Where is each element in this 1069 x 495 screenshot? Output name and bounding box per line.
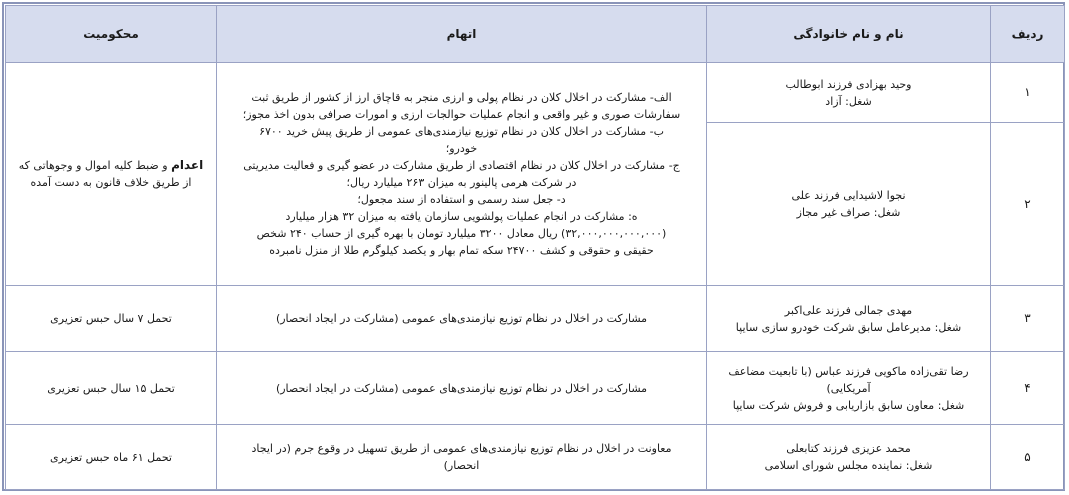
charge-line: د- جعل سند رسمی و استفاده از سند مجعول؛: [357, 193, 566, 206]
table-row: [6, 286, 1065, 352]
verdict-death-sentence: اعدام: [171, 158, 204, 172]
verdict-line: از طریق خلاف قانون به دست آمده: [30, 176, 192, 189]
charge-line: خودرو؛: [445, 142, 478, 155]
verdict-cell: تحمل ۶۱ ماه حبس تعزیری: [6, 425, 217, 490]
charge-line: در شرکت هرمی پالینور به میزان ۲۶۳ میلیارد ریال؛: [346, 176, 577, 189]
charge-line: حقیقی و حقوقی و کشف ۲۴۷۰۰ سکه تمام بهار و یکصد کیلوگرم طلا از منزل نامبرده: [269, 244, 654, 257]
table-row: [6, 63, 1065, 123]
header-full-name: نام و نام خانوادگی: [707, 6, 991, 63]
charge-line: معاونت در اخلال در نظام توزیع نیازمندی‌های عمومی از طریق تسهیل در وقوع جرم (در ایجاد: [251, 442, 672, 455]
shared-verdict-cell: [6, 63, 217, 286]
charge-line: ج- مشارکت در اخلال کلان در نظام اقتصادی از طریق مشارکت در عضو گیری و فعالیت مدیریتی: [243, 159, 680, 172]
row-number: ۳: [991, 286, 1065, 352]
person-name-cell: [707, 123, 991, 286]
charge-line: ب- مشارکت در اخلال کلان در نظام توزیع نیازمندی‌های عمومی از طریق پیش خرید ۶۷۰۰: [259, 125, 664, 138]
person-name-cell: [707, 63, 991, 123]
charge-line: الف- مشارکت در اخلال کلان در نظام پولی و ارزی منجر به قاچاق ارز از کشور از طریق ثبت: [251, 91, 672, 104]
person-name: محمد عزیزی فرزند کتابعلی: [786, 442, 911, 455]
person-nationality: آمریکایی): [826, 381, 871, 395]
person-occupation: شغل: صراف غیر مجاز: [796, 206, 901, 219]
row-number: ۴: [991, 352, 1065, 425]
header-charges: اتهام: [217, 6, 707, 63]
shared-charges-cell: [217, 63, 707, 286]
person-occupation: شغل: نماینده مجلس شورای اسلامی: [764, 459, 933, 472]
charges-cell: [217, 425, 707, 490]
person-occupation: شغل: آزاد: [825, 94, 872, 108]
person-name-cell: [707, 352, 991, 425]
charge-line: (۳۲,۰۰۰,۰۰۰,۰۰۰,۰۰۰) ریال معادل ۳۲۰۰ میلیارد تومان با بهره گیری از حساب ۲۴۰ شخص: [256, 227, 667, 240]
charge-line: مشارکت در اخلال در نظام توزیع نیازمندی‌های عمومی (مشارکت در ایجاد انحصار): [275, 381, 648, 395]
person-occupation: شغل: معاون سابق بازاریابی و فروش شرکت سایپا: [732, 398, 965, 412]
table-row: [6, 352, 1065, 425]
charges-cell: [217, 286, 707, 352]
charge-line: مشارکت در اخلال در نظام توزیع نیازمندی‌های عمومی (مشارکت در ایجاد انحصار): [275, 312, 648, 325]
charges-cell: [217, 352, 707, 425]
person-occupation: شغل: مدیرعامل سابق شرکت خودرو سازی سایپا: [735, 320, 962, 334]
row-number: ۱: [991, 63, 1065, 123]
verdicts-table: [5, 5, 1065, 490]
table-header-row: [6, 6, 1065, 63]
person-name-cell: [707, 425, 991, 490]
header-verdict: محکومیت: [6, 6, 217, 63]
person-name: نجوا لاشیدایی فرزند علی: [791, 189, 906, 202]
verdict-cell: تحمل ۷ سال حبس تعزیری: [6, 286, 217, 352]
header-row-number: ردیف: [991, 6, 1065, 63]
verdict-text: و ضبط کلیه اموال و وجوهاتی که: [18, 159, 168, 172]
verdict-cell: تحمل ۱۵ سال حبس تعزیری: [6, 352, 217, 425]
person-name: وحید بهزادی فرزند ابوطالب: [785, 77, 912, 91]
row-number: ۲: [991, 123, 1065, 286]
person-name: رضا تقی‌زاده ماکویی فرزند عباس (با تابعیت مضاعف: [728, 364, 969, 378]
person-name-cell: [707, 286, 991, 352]
table-row: [6, 425, 1065, 490]
charge-line: انحصار): [443, 459, 480, 472]
person-name: مهدی جمالی فرزند علی‌اکبر: [784, 303, 913, 317]
verdict-line: [12, 157, 210, 174]
charge-line: ه: مشارکت در انجام عملیات پولشویی سازمان یافته به میزان ۳۲ هزار میلیارد: [285, 210, 638, 223]
row-number: ۵: [991, 425, 1065, 490]
charge-line: سفارشات صوری و غیر واقعی و انجام عملیات حوالجات ارزی و امورات صرافی بدون اخذ مجوز؛: [242, 108, 681, 121]
